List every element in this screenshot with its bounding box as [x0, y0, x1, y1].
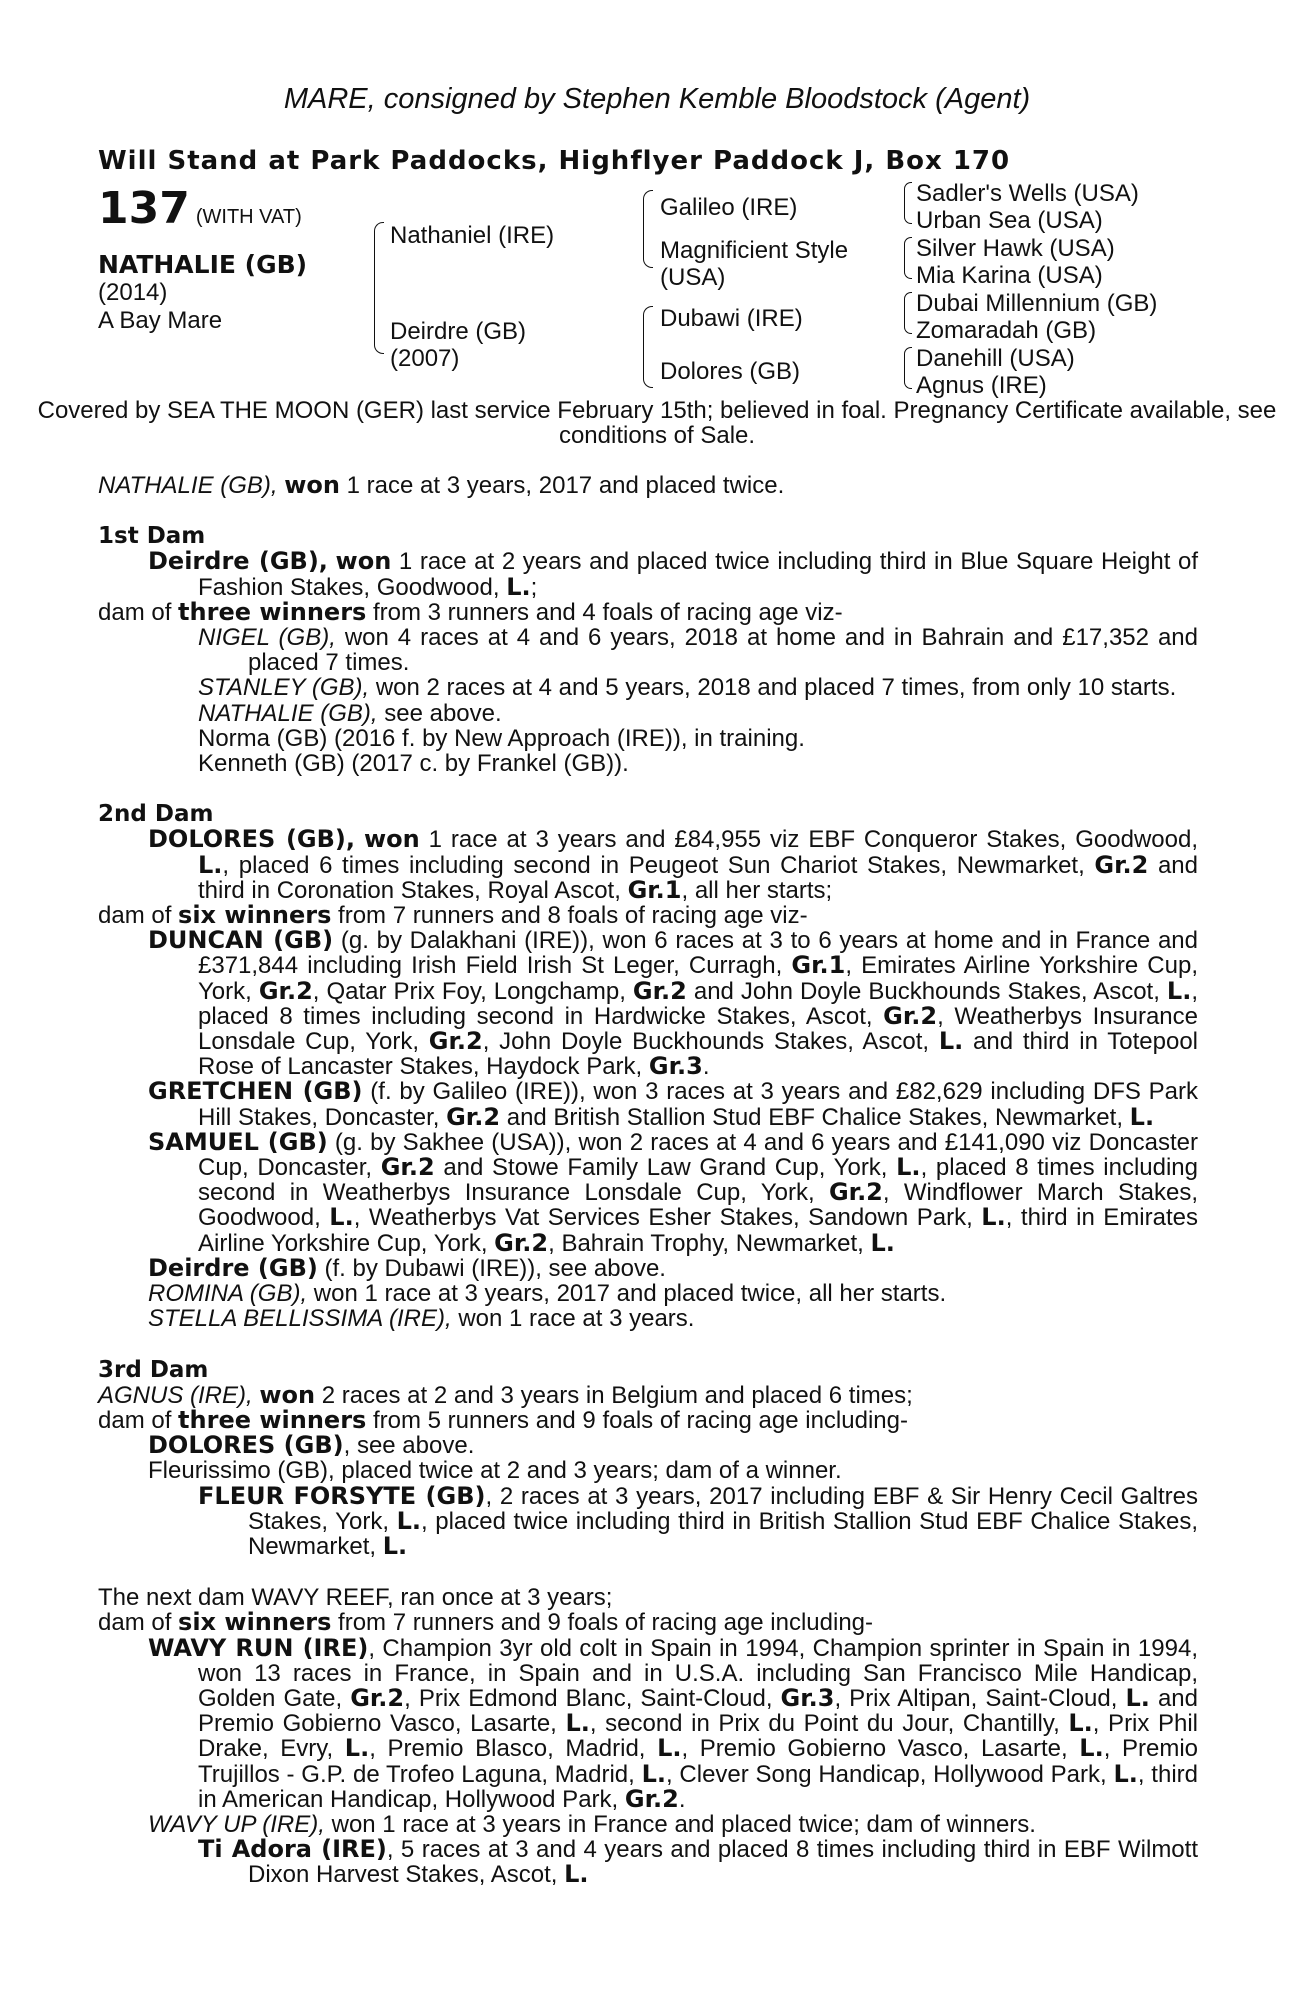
second-dam-produce: dam of six winners from 7 runners and 8 foals of racing age viz-	[98, 901, 808, 930]
list-item: GRETCHEN (GB) (f. by Galileo (IRE)), won 3 races at 3 years and £82,629 including DFS Park Hill Stakes, Doncaster, Gr.2 and British Stallion Stud EBF Chalice Stakes, Newmarket, L.	[148, 1077, 1198, 1131]
list-item: STELLA BELLISSIMA (IRE), won 1 race at 3 years.	[148, 1305, 695, 1333]
list-item: DUNCAN (GB) (g. by Dalakhani (IRE)), won 6 races at 3 to 6 years at home and in France and £371,844 including Irish Field Irish St Leger, Curragh, Gr.1, Emirates Airline Yorkshire Cup, York, Gr.2, Qatar Prix Foy, Longchamp, Gr.2 and John Doyle Buckhounds Stakes, Ascot, L., placed 8 times including second in Hardwicke Stakes, Ascot, Gr.2, Weatherbys Insurance Lonsdale Cup, York, Gr.2, John Doyle Buckhounds Stakes, Ascot, L. and third in Totepool Rose of Lancaster Stakes, Haydock Park, Gr.3.	[148, 926, 1199, 1081]
second-dam-heading: 2nd Dam	[98, 801, 214, 828]
pedigree-dss: Dubai Millennium (GB)	[916, 290, 1158, 317]
third-dam-produce: dam of three winners from 5 runners and 9 foals of racing age including-	[98, 1405, 908, 1434]
pedigree-dam-dam: Dolores (GB)	[660, 358, 801, 385]
list-item: Ti Adora (IRE), 5 races at 3 and 4 years and placed 8 times including third in EBF Wilmott Dixon Harvest Stakes, Ascot, L.	[198, 1835, 1198, 1889]
pedigree-sdd: Mia Karina (USA)	[916, 262, 1103, 289]
list-item: DOLORES (GB), see above.	[148, 1431, 475, 1460]
list-item: SAMUEL (GB) (g. by Sakhee (USA)), won 2 races at 4 and 6 years and £141,090 viz Doncaster Cup, Doncaster, Gr.2 and Stowe Family Law Grand Cup, York, L., placed 8 times including second in Weatherbys Insurance Lonsdale Cup, York, Gr.2, Windflower March Stakes, Goodwood, L., Weatherbys Vat Services Esher Stakes, Sandown Park, L., third in Emirates Airline Yorkshire Cup, York, Gr.2, Bahrain Trophy, Newmarket, L.	[148, 1127, 1199, 1257]
list-item: WAVY RUN (IRE), Champion 3yr old colt in Spain in 1994, Champion sprinter in Spain in 1994, won 13 races in France, in Spain and in U.S.A. including San Francisco Mile Handicap, Golden Gate, Gr.2, Prix Edmond Blanc, Saint-Cloud, Gr.3, Prix Altipan, Saint-Cloud, L. and Premio Gobierno Vasco, Lasarte, L., second in Prix du Point du Jour, Chantilly, L., Prix Phil Drake, Evry, L., Premio Blasco, Madrid, L., Premio Gobierno Vasco, Lasarte, L., Premio Trujillos - G.P. de Trofeo Laguna, Madrid, L., Clever Song Handicap, Hollywood Park, L., third in American Handicap, Hollywood Park, Gr.2.	[148, 1633, 1199, 1813]
pedigree-brace	[904, 347, 912, 389]
list-item: FLEUR FORSYTE (GB), 2 races at 3 years, 2017 including EBF & Sir Henry Cecil Galtres Stakes, York, L., placed twice including third in British Stallion Stud EBF Chalice Stakes, Newmarket, L.	[198, 1481, 1198, 1560]
pedigree-sds: Silver Hawk (USA)	[916, 235, 1115, 262]
pedigree-dam-sire: Dubawi (IRE)	[660, 305, 803, 332]
pedigree-brace	[904, 182, 912, 224]
first-dam-record: Deirdre (GB), won 1 race at 2 years and placed twice including third in Blue Square Height of Fashion Stakes, Goodwood, L.;	[148, 547, 1199, 601]
pedigree-brace	[374, 222, 384, 354]
lot-number-value: 137	[98, 183, 190, 234]
pedigree-brace	[643, 306, 653, 388]
pedigree-sire-dam-country: (USA)	[660, 264, 726, 291]
pedigree-dsd: Zomaradah (GB)	[916, 317, 1097, 344]
list-item: Kenneth (GB) (2017 c. by Frankel (GB)).	[198, 750, 629, 778]
list-item: NATHALIE (GB), see above.	[198, 699, 502, 727]
horse-year: (2014)	[98, 279, 168, 306]
pedigree-sire-sire: Galileo (IRE)	[660, 194, 798, 221]
list-item: NIGEL (GB), won 4 races at 4 and 6 years, 2018 at home and in Bahrain and £17,352 and placed 7 times.	[198, 624, 1198, 677]
consignor-line: MARE, consigned by Stephen Kemble Bloodstock (Agent)	[283, 83, 1031, 115]
pedigree-sire-dam: Magnificient Style	[660, 237, 849, 264]
list-item: Norma (GB) (2016 f. by New Approach (IRE)), in training.	[198, 724, 805, 752]
list-item: ROMINA (GB), won 1 race at 3 years, 2017 and placed twice, all her starts.	[148, 1280, 947, 1308]
third-dam-record: AGNUS (IRE), won 2 races at 2 and 3 years in Belgium and placed 6 times;	[98, 1380, 913, 1409]
first-dam-produce: dam of three winners from 3 runners and 4 foals of racing age viz-	[98, 597, 843, 626]
pedigree-brace	[643, 190, 653, 268]
horse-summary: NATHALIE (GB), won 1 race at 3 years, 2017 and placed twice.	[98, 471, 785, 499]
lot-number	[98, 183, 302, 234]
list-item: Fleurissimo (GB), placed twice at 2 and 3 years; dam of a winner.	[148, 1457, 842, 1485]
pedigree-sss: Sadler's Wells (USA)	[916, 180, 1139, 207]
pedigree-ssd: Urban Sea (USA)	[916, 207, 1103, 234]
pedigree-dam-year: (2007)	[390, 345, 460, 372]
list-item: STANLEY (GB), won 2 races at 4 and 5 years, 2018 and placed 7 times, from only 10 starts.	[198, 674, 1177, 702]
pedigree-sire: Nathaniel (IRE)	[390, 222, 555, 249]
pedigree-brace	[904, 292, 912, 334]
next-dam-produce: dam of six winners from 7 runners and 9 foals of racing age including-	[98, 1608, 874, 1637]
pedigree-ddd: Agnus (IRE)	[916, 372, 1047, 399]
horse-name: NATHALIE (GB)	[98, 250, 308, 279]
first-dam-heading: 1st Dam	[98, 523, 206, 550]
vat-label: (WITH VAT)	[195, 206, 302, 228]
list-item: Deirdre (GB) (f. by Dubawi (IRE)), see above.	[148, 1253, 666, 1282]
pedigree-brace	[904, 237, 912, 279]
second-dam-record: DOLORES (GB), won 1 race at 3 years and £84,955 viz EBF Conqueror Stakes, Goodwood, L., placed 6 times including second in Peugeot Sun Chariot Stakes, Newmarket, Gr.2 and third in Coronation Stakes, Royal Ascot, Gr.1, all her starts;	[148, 825, 1198, 904]
next-dam-record: The next dam WAVY REEF, ran once at 3 years;	[98, 1584, 613, 1612]
list-item: WAVY UP (IRE), won 1 race at 3 years in France and placed twice; dam of winners.	[148, 1810, 1036, 1838]
pedigree-dam: Deirdre (GB)	[390, 318, 527, 345]
covered-note: Covered by SEA THE MOON (GER) last service February 15th; believed in foal. Pregnancy Certificate available, see conditions of Sale.	[37, 397, 1277, 449]
horse-description: A Bay Mare	[98, 307, 223, 334]
pedigree-dds: Danehill (USA)	[916, 345, 1075, 372]
stand-location: Will Stand at Park Paddocks, Highflyer Paddock J, Box 170	[98, 146, 1011, 176]
third-dam-heading: 3rd Dam	[98, 1356, 209, 1383]
catalogue-notes	[98, 473, 1198, 1888]
